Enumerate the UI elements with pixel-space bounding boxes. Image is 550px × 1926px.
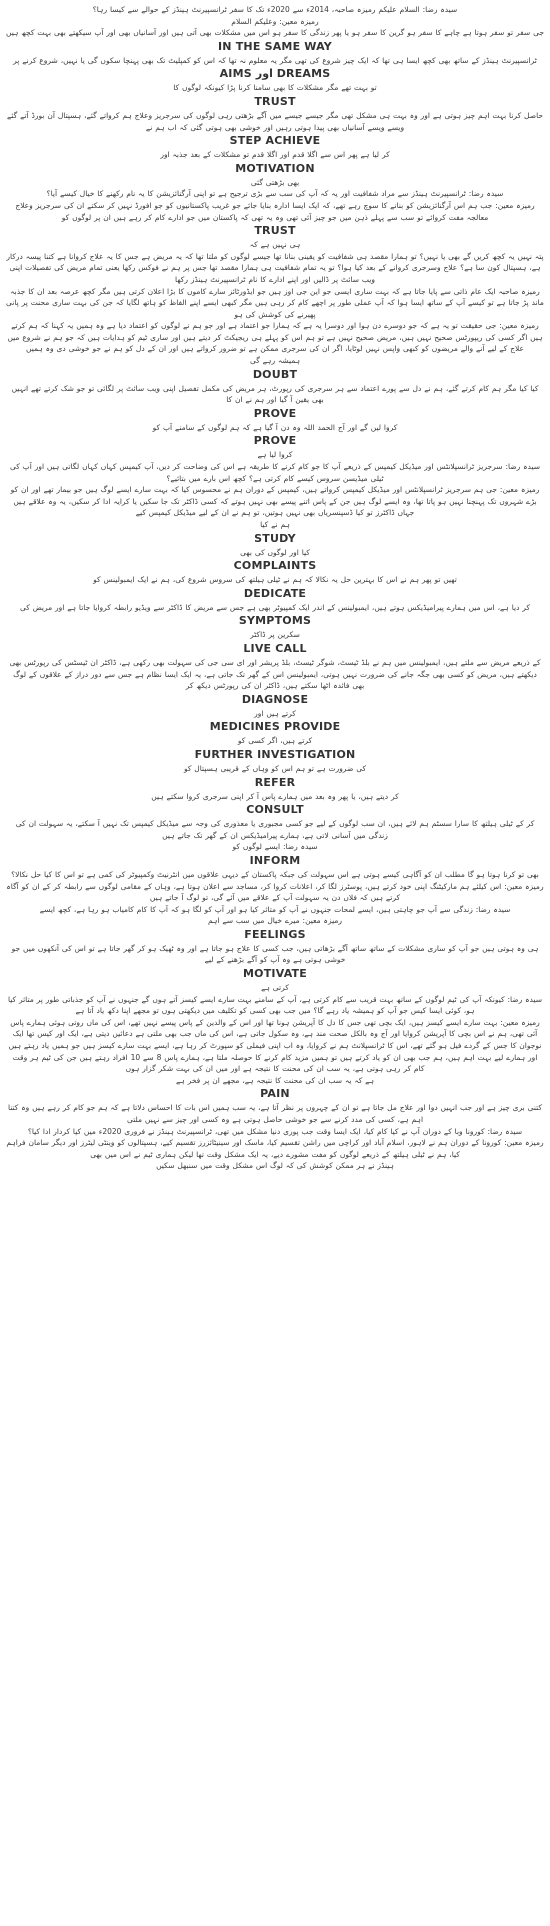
paragraph: کر لیا ہے پھر اس سے اگلا قدم اور اگلا قدم تو مشکلات کے بعد جذبہ اور bbox=[160, 150, 390, 160]
paragraph: کر کے ٹیلی ہیلتھ کا سارا سسٹم ہم لائے ہیں، ان سب لوگوں کے لیے جو کسی مجبوری یا معذوری کی وجہ سے میڈیکل کیمپس تک نہیں آ سکتے، یہ سہولت ان کی زندگی میں آسانی لاتی ہے، ہمارے پیرامیڈیکس ان کے گھر تک جاتے ہیں bbox=[15, 819, 535, 840]
paragraph: کر دیتے ہیں، یا پھر وہ بعد میں ہمارے پاس آ کر اپنی سرجری کروا سکتے ہیں bbox=[151, 791, 399, 801]
section-keyword: IN THE SAME WAY bbox=[218, 39, 332, 53]
paragraph: ہی وہ ہوتی ہیں جو آپ کو ساری مشکلات کے ساتھ ساتھ آگے بڑھاتی ہیں، جب کسی کا علاج ہو جاتا ہے اور وہ ٹھیک ہو کر گھر جاتا ہے تو اس کی آنکھوں میں جو خوشی ہوتی ہے وہ آپ کو آگے بڑھنے کے لیے bbox=[11, 943, 539, 965]
paragraph: کیا اور لوگوں کی بھی bbox=[240, 547, 310, 557]
paragraph: بھی تو کرنا ہوتا ہو گا مطلب ان کو آگاہی کیسے ہوتی ہے اس سہولت کی جبکہ پاکستان کے دیہی علاقوں میں انٹرنیٹ وکمپیوٹر کی کمی ہے تو اس کا کیا حل نکالا؟ bbox=[11, 869, 539, 879]
paragraph: ہم نے کیا bbox=[260, 520, 290, 529]
paragraph: سیدہ رضا: السلام علیکم رمیزہ صاحبہ، 2014ء سے 2020ء تک کا سفر ٹرانسپیرنٹ ہینڈز کے حوالے سے کیسا رہا؟ bbox=[92, 5, 458, 14]
paragraph: کرتے ہیں، اگر کسی کو bbox=[237, 736, 313, 746]
paragraph: سیدہ رضا: زندگی سے آپ جو چاہتی ہیں، ایسے لمحات جنہوں نے آپ کو متاثر کیا ہو اور آپ کو لگا ہو کہ آپ کا کام کامیاب ہو رہا ہے، کچھ ایسے bbox=[39, 904, 511, 914]
section-keyword: FURTHER INVESTIGATION bbox=[194, 747, 356, 761]
paragraph: کرتے ہیں اور bbox=[254, 708, 296, 718]
section-keyword: PROVE bbox=[253, 406, 297, 420]
section-keyword: INFORM bbox=[249, 853, 301, 867]
paragraph: تھیں تو پھر ہم نے اس کا بہترین حل یہ نکالا کہ ہم نے ٹیلی ہیلتھ کی سروس شروع کی، ہم نے ایک ایمبولینس کو bbox=[93, 575, 457, 585]
paragraph: سیدہ رضا: کیونکہ آپ کی ٹیم لوگوں کے ساتھ بہت قریب سے کام کرتی ہے، آپ کے سامنے بہت سارے ایسے کیسز آتے ہوں گے جنہوں نے آپ کو جذباتی طور پر متاثر کیا ہو، کوئی ایسا کیس جو آپ کو ہمیشہ یاد رہے گا؟ میں جب بھی کسی کو تکلیف میں دیکھتی ہوں تو مجھے اپنا دکھ یاد آتا ہے bbox=[7, 994, 543, 1016]
paragraph: رمیزہ معین: میرے خیال میں سب سے اہم bbox=[208, 916, 342, 926]
section-keyword: DEDICATE bbox=[243, 586, 307, 600]
paragraph: رمیزہ معین: کورونا کے دوران ہم نے لاہور، اسلام آباد اور کراچی میں راشن تقسیم کیا، ماسک اور سینیٹائزرز تقسیم کیے، ہسپتالوں کو وینٹی لیٹرز اور دیگر سامان فراہم کیا، ہم نے ٹیلی ہیلتھ کے ذریعے لوگوں کو مفت مشورے دیے، یہ ایک مشکل وقت تھا لیکن ہماری ٹیم نے اس میں بھی bbox=[6, 1138, 544, 1159]
paragraph: ٹرانسپیرنٹ ہینڈز کے ساتھ بھی کچھ ایسا ہی تھا کہ ایک چیز شروع کی تھی مگر یہ معلوم نہ تھا کہ اس کو کمپلیٹ تک بھی پہنچا سکوں گی یا نہیں، شروع کرنے پر bbox=[13, 55, 537, 65]
paragraph: سیدہ رضا: سرجریز ٹرانسپلانٹس اور میڈیکل کیمپس کے ذریعے آپ کا جو کام کرنے کا طریقہ ہے اس کی وضاحت کر دیں، آپ کیمپس کہاں کہاں لگاتی ہیں اور آپ کی ٹیلی میڈیسن سروس کیسے کام کرتی ہے؟ کچھ اس بارے میں بتائیے؟ bbox=[9, 462, 541, 483]
section-keyword: LIVE CALL bbox=[243, 641, 307, 655]
paragraph: رمیزہ معین: وعلیکم السلام bbox=[231, 16, 319, 26]
paragraph: سیدہ رضا: ٹرانسپیرنٹ ہینڈز سے مراد شفافیت اور یہ کہ آپ کی سب سے بڑی ترجیح ہے تو اپنی آرگنائزیشن کا یہ نام رکھنے کا خیال کیسے آیا؟ bbox=[46, 189, 504, 199]
paragraph: ہے کہ یہ سب ان کی محنت کا نتیجہ ہے، مجھے ان پر فخر ہے bbox=[176, 1075, 374, 1085]
section-keyword: DOUBT bbox=[252, 367, 298, 381]
section-keyword: MOTIVATION bbox=[235, 161, 315, 175]
section-keyword: FEELINGS bbox=[244, 927, 306, 941]
paragraph: کروا لیں گے اور آج الحمد اللہ وہ دن آ گیا ہے کہ ہم لوگوں کے سامنے آپ کو bbox=[152, 422, 398, 432]
paragraph: جی سفر تو سفر ہوتا ہے چاہے کا سفر ہو گرین کا سفر ہو یا پھر زندگی کا سفر ہو اس میں مشکلات بھی آتی ہیں اور آسانیاں بھی اور آپ سیکھتے بھی بہت کچھ ہیں bbox=[6, 28, 544, 38]
section-keyword: MEDICINES PROVIDE bbox=[209, 720, 341, 734]
section-keyword: REFER bbox=[254, 775, 296, 789]
paragraph: کی ضرورت ہے تو ہم اس کو وہاں کے قریبی ہسپتال کو bbox=[183, 763, 367, 773]
section-keyword: TRUST bbox=[254, 224, 296, 238]
section-keyword: COMPLAINTS bbox=[233, 559, 317, 573]
paragraph: رمیزہ معین: جی حقیقت تو یہ ہے کہ جو دوسرے دن ہوا اور دوسرا یہ ہے کہ ہمارا جو اعتماد ہے اور جو ہم نے لوگوں کو اعتماد دیا ہے وہ ہمیں یہ کہنا کہ ہم کرتے ہیں اگر کسی کی ریپورٹس صحیح نہیں ہیں، مریض صحیح نہیں ہے تو ہم اس کو پہلے ہی ریجیکٹ کر دیتے ہیں اور ساری ٹیم کو ہدایات ہیں کہ جو ہم نے شروع میں علاج کے لیے آنے والے مریضوں کو کبھی واپس نہیں لوٹایا، اگر ان کی سرجری ممکن ہے تو ضرور کرواتے ہیں اور ان کے دل کو ہم نے جو خوشی دی وہ ہمیں bbox=[7, 321, 543, 354]
section-keyword: PROVE bbox=[253, 434, 297, 448]
section-keyword: STEP ACHIEVE bbox=[229, 134, 321, 148]
section-keyword: AIMS اور DREAMS bbox=[219, 67, 331, 81]
paragraph: رمیزہ صاحبہ ایک عام ذاتی سے پایا جاتا ہے کہ بہت ساری ایسی جو این جی اوز ہیں جو ایڈورٹائز سارے کاموں کا بڑا اعلان کرتی ہیں مگر کچھ عرصہ بعد ان کا جذبہ ماند پڑ جاتا ہے تو کیسے آپ کے ساتھ ایسا ہوا کہ آپ عملی طور پر اچھے کام کر رہی ہیں مگر کبھی ایسے اپنے الفاظ کو ہاتھ لگایا کہ جن کی بہت ساری محنت پر پانی پھیرنے کی کوشش کی ہو bbox=[6, 286, 544, 319]
paragraph: رمیزہ معین: بہت سارے ایسے کیسز ہیں، ایک بچی تھی جس کا دل کا آپریشن ہونا تھا اور اس کے والدین کے پاس پیسے نہیں تھے، اس کی ماں روتی ہوئی ہمارے پاس آئی تھی، ہم نے اس بچی کا آپریشن کروایا اور آج وہ بالکل صحت مند ہے، وہ سکول جاتی ہے، اس کی ماں جب بھی ملتی ہے دعائیں دیتی ہے، ایک اور کیس تھا ایک نوجوان کا جس کے گردے فیل ہو گئے تھے، اس کا ٹرانسپلانٹ ہم نے کروایا، وہ اب اپنی فیملی کو سپورٹ کر رہا ہے، ایسے بہت سارے کیسز ہیں جو ہمیں یاد رہتے ہیں اور ہمارے لیے بہت اہم ہیں، ہم جب بھی ان کو یاد کرتے ہیں تو ہمیں مزید کام کرنے کا حوصلہ ملتا ہے، ہمارے پاس 8 سے 10 افراد رہتے ہیں جن کی ٹیم ہر وقت کام کر رہی ہوتی ہے، یہ سب ان کی محنت کا نتیجہ ہے اور میں ان کی بہت شکر گزار ہوں bbox=[8, 1017, 542, 1074]
section-keyword: MOTIVATE bbox=[243, 967, 307, 981]
section-keyword: CONSULT bbox=[246, 803, 304, 817]
paragraph: پتہ نہیں یہ کچھ کریں گے بھی یا نہیں؟ تو ہمارا مقصد ہی شفافیت کو یقینی بنانا تھا جیسے لوگوں کو ملتا تھا کہ یہ مریض ہے جس کا یہ علاج کروانا ہے کتنا پیسہ درکار ہے، ہسپتال کون سا ہے؟ علاج وسرجری کروانے کے بعد کیا ہوا؟ تو یہ تمام شفافیت ہی ہمارا مقصد تھا جس پر ہم نے فوکس رکھا یعنی تمام مریض کی تفصیلات اپنی ویب سائٹ پر ڈالیں اور اپنے ادارے کا نام ٹرانسپیرنٹ ہینڈز رکھا bbox=[6, 251, 544, 284]
paragraph: ہی نہیں ہے کہ bbox=[249, 240, 301, 250]
paragraph: تو بہت تھے مگر مشکلات کا بھی سامنا کرنا پڑا کیونکہ لوگوں کا bbox=[173, 83, 377, 93]
paragraph: کتنی بری چیز ہے اور جب انہیں دوا اور علاج مل جاتا ہے تو ان کے چہروں پر نظر آتا ہے، یہ سب ہمیں اس بات کا احساس دلاتا ہے کہ ہم جو کام کر رہے ہیں وہ کتنا اہم ہے، کسی کی مدد کرنے سے جو خوشی حاصل ہوتی ہے وہ کسی اور چیز سے نہیں ملتی bbox=[8, 1103, 542, 1124]
paragraph: سیدہ رضا: کورونا وبا کے دوران آپ نے کیا کام کیا، ایک ایسا وقت جب پوری دنیا مشکل میں تھی، ٹرانسپیرنٹ ہینڈز نے فروری 2020ء میں کیا کردار ادا کیا؟ bbox=[27, 1126, 523, 1136]
paragraph: ہینڈز نے ہر ممکن کوشش کی کہ لوگ اس مشکل وقت میں سنبھل سکیں bbox=[156, 1161, 394, 1171]
paragraph: کر دیا ہے، اس میں ہمارے پیرامیڈیکس ہوتے ہیں، ایمبولینس کے اندر ایک کمپیوٹر بھی ہے جس سے مریض کا ڈاکٹر سے ویڈیو رابطہ کروایا جاتا ہے اور مریض کی bbox=[20, 602, 530, 612]
paragraph: کے ذریعے مریض سے ملتے ہیں، ایمبولینس میں ہم نے بلڈ ٹیسٹ، شوگر ٹیسٹ، بلڈ پریشر اور ای سی جی کی سہولت بھی رکھی ہے، ڈاکٹر ان ٹیسٹس کی رپورٹس بھی دیکھتے ہیں، مریض کو کسی بھی جگہ جانے کی ضرورت نہیں ہوتی، ایمبولینس اس کے گھر تک جاتی ہے، یہ ایک ایسا نظام ہے جس سے دور دراز کے علاقوں کے لوگ بھی فائدہ اٹھا سکتے ہیں، ڈاکٹر ان کی رپورٹس دیکھ کر bbox=[9, 657, 541, 691]
paragraph: سیدہ رضا: ایسے لوگوں کو bbox=[232, 842, 318, 852]
paragraph: سکرین پر ڈاکٹر bbox=[250, 630, 300, 640]
paragraph: کروا لیا ہے bbox=[257, 450, 293, 460]
paragraph: رمیزہ معین: جی ہم سرجریز ٹرانسپلانٹس اور میڈیکل کیمپس کرواتے ہیں، کیمپس کے دوران ہم نے محسوس کیا کہ بہت سارے ایسے لوگ ہیں جو بیمار تھے اور ان کو بڑے شہروں تک پہنچنا نہیں ہو پاتا تھا، وہ ایسے لوگ ہیں جن کے پاس اتنے پیسے بھی نہیں ہوتے کہ کسی ڈاکٹر تک جا سکیں یا کرایہ ادا کر سکیں، یہ وہ علاقے ہیں جہاں ڈاکٹرز تو کیا ڈسپنسریاں بھی نہیں ہوتیں، تو ہم نے ان کے لیے میڈیکل کیمپس کیے bbox=[10, 485, 540, 518]
paragraph: رمیزہ معین: اس کیلئے ہم مارکیٹنگ اپنی خود کرتے ہیں، پوسٹرز لگا کر، اعلانات کروا کر، مساجد سے اعلان ہوتا ہے، وہاں کے مقامی لوگوں سے رابطہ کر کے ان کو آگاہ کرتے ہیں کہ فلاں دن یہ سہولت آپ کے علاقے میں آئے گی، تو لوگ آ جاتے ہیں bbox=[6, 881, 544, 903]
section-keyword: SYMPTOMS bbox=[238, 614, 312, 628]
paragraph: کیا کیا مگر ہم کام کرتے گئے، ہم نے دل سے پورے اعتماد سے ہر سرجری کی رپورٹ، ہر مریض کی مکمل تفصیل اپنی ویب سائٹ پر لگائی تو جو شک کرتے تھے انہیں بھی یقین آ گیا اور ہم نے ان کا bbox=[11, 383, 539, 405]
section-keyword: PAIN bbox=[260, 1087, 290, 1101]
paragraph: رمیزہ معین: جب ہم اس آرگنائزیشن کو بنانے کا سوچ رہے تھے، کہ ایک ایسا ادارہ بنایا جائے جو غریب پاکستانیوں کو جو افورڈ نہیں کر سکتے ان کی سرجریز وعلاج معالجہ مفت کروائے تو سب سے پہلے ذہن میں جو چیز آئی تھی وہ یہ تھی کہ پاکستان میں جو ادارے کام کر رہے ہیں ان پر لوگوں کو bbox=[15, 200, 535, 222]
section-keyword: TRUST bbox=[254, 94, 296, 108]
paragraph: کرتی ہے bbox=[261, 983, 289, 993]
paragraph: بھی بڑھتی گئی bbox=[250, 177, 300, 187]
section-keyword: STUDY bbox=[254, 531, 296, 545]
paragraph: ہمیشہ رہے گی bbox=[249, 356, 301, 366]
paragraph: حاصل کرنا بہت اہم چیز ہوتی ہے اور وہ بہت ہی مشکل تھی مگر جیسے جیسے میں آگے بڑھتی رہی لوگوں کی سرجریز وعلاج ہم کرواتے گئے، ہسپتال آن بورڈ آتے گئے ویسے ویسے آسانیاں بھی پیدا ہوتی رہیں اور خوشی بھی ہوتی گئی کہ اب ہم نے bbox=[7, 110, 543, 132]
section-keyword: DIAGNOSE bbox=[241, 692, 309, 706]
